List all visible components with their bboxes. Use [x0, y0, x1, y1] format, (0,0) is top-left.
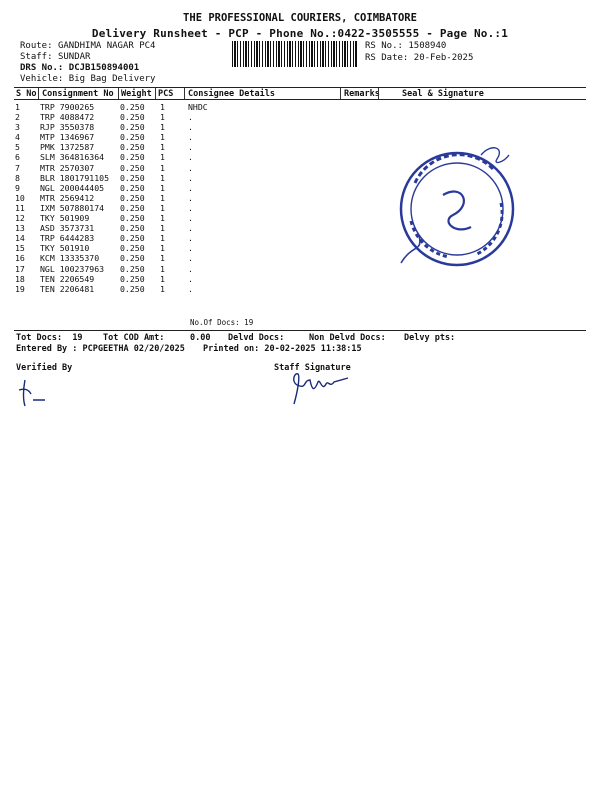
verifier-signature [15, 378, 55, 408]
row-pcs: 1 [160, 273, 165, 284]
table-row [15, 213, 248, 223]
seal-stamp [393, 143, 521, 271]
row-weight: 0.250 [120, 172, 145, 183]
row-weight: 0.250 [120, 213, 145, 224]
row-consignee: . [188, 223, 193, 234]
row-weight: 0.250 [120, 243, 145, 254]
row-weight: 0.250 [120, 112, 145, 123]
row-consignment: NGL 200044405 [40, 182, 105, 193]
row-pcs: 1 [160, 142, 165, 153]
row-consignment: TRP 6444283 [40, 233, 95, 244]
col-divider [155, 88, 156, 99]
row-sno: 8 [15, 172, 20, 183]
col-pcs: PCS [158, 89, 174, 99]
table-bottom-rule [14, 330, 586, 331]
row-consignment: MTR 2570307 [40, 162, 95, 173]
row-sno: 4 [15, 132, 20, 143]
row-consignee: . [188, 253, 193, 264]
staff-signature [284, 370, 354, 406]
table-row [15, 163, 248, 173]
delvd-docs: Delvd Docs: [228, 333, 285, 343]
row-consignment: ASD 3573731 [40, 223, 95, 234]
row-consignment: MTP 1346967 [40, 132, 95, 143]
row-consignment: NGL 100237963 [40, 263, 105, 274]
row-pcs: 1 [160, 223, 165, 234]
row-pcs: 1 [160, 263, 165, 274]
row-sno: 5 [15, 142, 20, 153]
row-sno: 10 [15, 192, 25, 203]
no-of-docs: No.Of Docs: 19 [190, 318, 254, 327]
table-row [15, 264, 248, 274]
col-divider [378, 88, 379, 99]
consignment-table [15, 102, 248, 294]
row-pcs: 1 [160, 283, 165, 294]
col-divider [118, 88, 119, 99]
row-consignee: . [188, 182, 193, 193]
table-row [15, 142, 248, 152]
row-consignee: . [188, 243, 193, 254]
row-pcs: 1 [160, 132, 165, 143]
col-weight: Weight [121, 89, 152, 99]
row-consignee: . [188, 213, 193, 224]
table-row [15, 233, 248, 243]
row-weight: 0.250 [120, 162, 145, 173]
table-row [15, 112, 248, 122]
rs-number-line: RS No.: 1508940 [365, 41, 447, 51]
row-sno: 11 [15, 202, 25, 213]
row-consignment: SLM 364816364 [40, 152, 105, 163]
row-consignee: . [188, 162, 193, 173]
col-sno: S No [16, 89, 37, 99]
table-row [15, 223, 248, 233]
table-row [15, 102, 248, 112]
row-sno: 18 [15, 273, 25, 284]
row-weight: 0.250 [120, 122, 145, 133]
row-weight: 0.250 [120, 102, 145, 112]
row-pcs: 1 [160, 102, 165, 112]
runsheet-title: Delivery Runsheet - PCP - Phone No.:0422-3505555 - Page No.:1 [91, 27, 509, 40]
table-row [15, 253, 248, 263]
tot-cod: Tot COD Amt: 0.00 [103, 333, 211, 343]
row-consignee: . [188, 142, 193, 153]
tot-docs: Tot Docs: 19 [16, 333, 83, 343]
row-pcs: 1 [160, 122, 165, 133]
staff-line: Staff: SUNDAR [20, 52, 91, 62]
table-top-rule [14, 87, 586, 88]
row-sno: 9 [15, 182, 20, 193]
row-consignee: NHDC [188, 102, 208, 112]
row-consignment: TRP 4088472 [40, 112, 95, 123]
col-divider [340, 88, 341, 99]
entered-by: Entered By : PCPGEETHA 02/20/2025 [16, 344, 185, 354]
barcode [232, 41, 357, 67]
table-row [15, 193, 248, 203]
row-pcs: 1 [160, 253, 165, 264]
row-consignment: TRP 7900265 [40, 102, 95, 112]
staff-signature-label: Staff Signature [274, 363, 351, 373]
route-line: Route: GANDHIMA NAGAR PC4 [20, 41, 156, 51]
row-weight: 0.250 [120, 233, 145, 244]
row-pcs: 1 [160, 182, 165, 193]
delvy-pts: Delvy pts: [404, 333, 456, 343]
row-consignment: TEN 2206481 [40, 283, 95, 294]
row-weight: 0.250 [120, 142, 145, 153]
table-row [15, 173, 248, 183]
row-pcs: 1 [160, 233, 165, 244]
row-pcs: 1 [160, 243, 165, 254]
table-header-rule [14, 99, 586, 100]
row-weight: 0.250 [120, 192, 145, 203]
row-pcs: 1 [160, 112, 165, 123]
table-row [15, 274, 248, 284]
row-consignee: . [188, 283, 193, 294]
printed-on: Printed on: 20-02-2025 11:38:15 [203, 344, 362, 354]
row-consignee: . [188, 172, 193, 183]
table-row [15, 122, 248, 132]
row-consignee: . [188, 112, 193, 123]
table-row [15, 243, 248, 253]
rs-date-line: RS Date: 20-Feb-2025 [365, 53, 474, 63]
row-consignment: TEN 2206549 [40, 273, 95, 284]
row-consignee: . [188, 152, 193, 163]
row-consignee: . [188, 273, 193, 284]
row-consignee: . [188, 122, 193, 133]
row-consignment: BLR 1801791105 [40, 172, 110, 183]
row-pcs: 1 [160, 202, 165, 213]
row-pcs: 1 [160, 213, 165, 224]
row-sno: 3 [15, 122, 20, 133]
row-weight: 0.250 [120, 273, 145, 284]
row-weight: 0.250 [120, 263, 145, 274]
row-consignment: RJP 3550378 [40, 122, 95, 133]
row-pcs: 1 [160, 172, 165, 183]
row-consignment: MTR 2569412 [40, 192, 95, 203]
row-weight: 0.250 [120, 132, 145, 143]
row-consignment: PMK 1372587 [40, 142, 95, 153]
row-sno: 12 [15, 213, 25, 224]
row-consignment: IXM 507880174 [40, 202, 105, 213]
row-sno: 15 [15, 243, 25, 254]
row-weight: 0.250 [120, 182, 145, 193]
row-sno: 16 [15, 253, 25, 264]
table-row [15, 183, 248, 193]
row-consignee: . [188, 202, 193, 213]
row-pcs: 1 [160, 152, 165, 163]
row-weight: 0.250 [120, 152, 145, 163]
row-consignment: TKY 501910 [40, 243, 90, 254]
row-sno: 7 [15, 162, 20, 173]
non-delvd-docs: Non Delvd Docs: [309, 333, 386, 343]
col-consignee: Consignee Details [188, 89, 275, 99]
col-consignment: Consignment No [42, 89, 114, 99]
row-sno: 1 [15, 102, 20, 112]
row-sno: 2 [15, 112, 20, 123]
col-remarks: Remarks [344, 89, 380, 99]
drs-line: DRS No.: DCJB150894001 [20, 63, 140, 73]
row-consignment: TKY 501909 [40, 213, 90, 224]
row-consignee: . [188, 132, 193, 143]
col-divider [184, 88, 185, 99]
row-pcs: 1 [160, 192, 165, 203]
row-sno: 19 [15, 283, 25, 294]
vehicle-line: Vehicle: Big Bag Delivery [20, 74, 156, 84]
company-title: THE PROFESSIONAL COURIERS, COIMBATORE [183, 12, 417, 24]
row-pcs: 1 [160, 162, 165, 173]
row-sno: 17 [15, 263, 25, 274]
row-consignee: . [188, 263, 193, 274]
col-divider [38, 88, 39, 99]
table-row [15, 132, 248, 142]
row-consignment: KCM 13335370 [40, 253, 100, 264]
row-sno: 14 [15, 233, 25, 244]
row-consignee: . [188, 233, 193, 244]
row-sno: 13 [15, 223, 25, 234]
verified-by-label: Verified By [16, 363, 73, 373]
row-sno: 6 [15, 152, 20, 163]
row-weight: 0.250 [120, 223, 145, 234]
col-seal: Seal & Signature [402, 89, 484, 99]
table-row [15, 284, 248, 294]
row-consignee: . [188, 192, 193, 203]
table-row [15, 203, 248, 213]
row-weight: 0.250 [120, 202, 145, 213]
row-weight: 0.250 [120, 283, 145, 294]
table-row [15, 152, 248, 162]
row-weight: 0.250 [120, 253, 145, 264]
